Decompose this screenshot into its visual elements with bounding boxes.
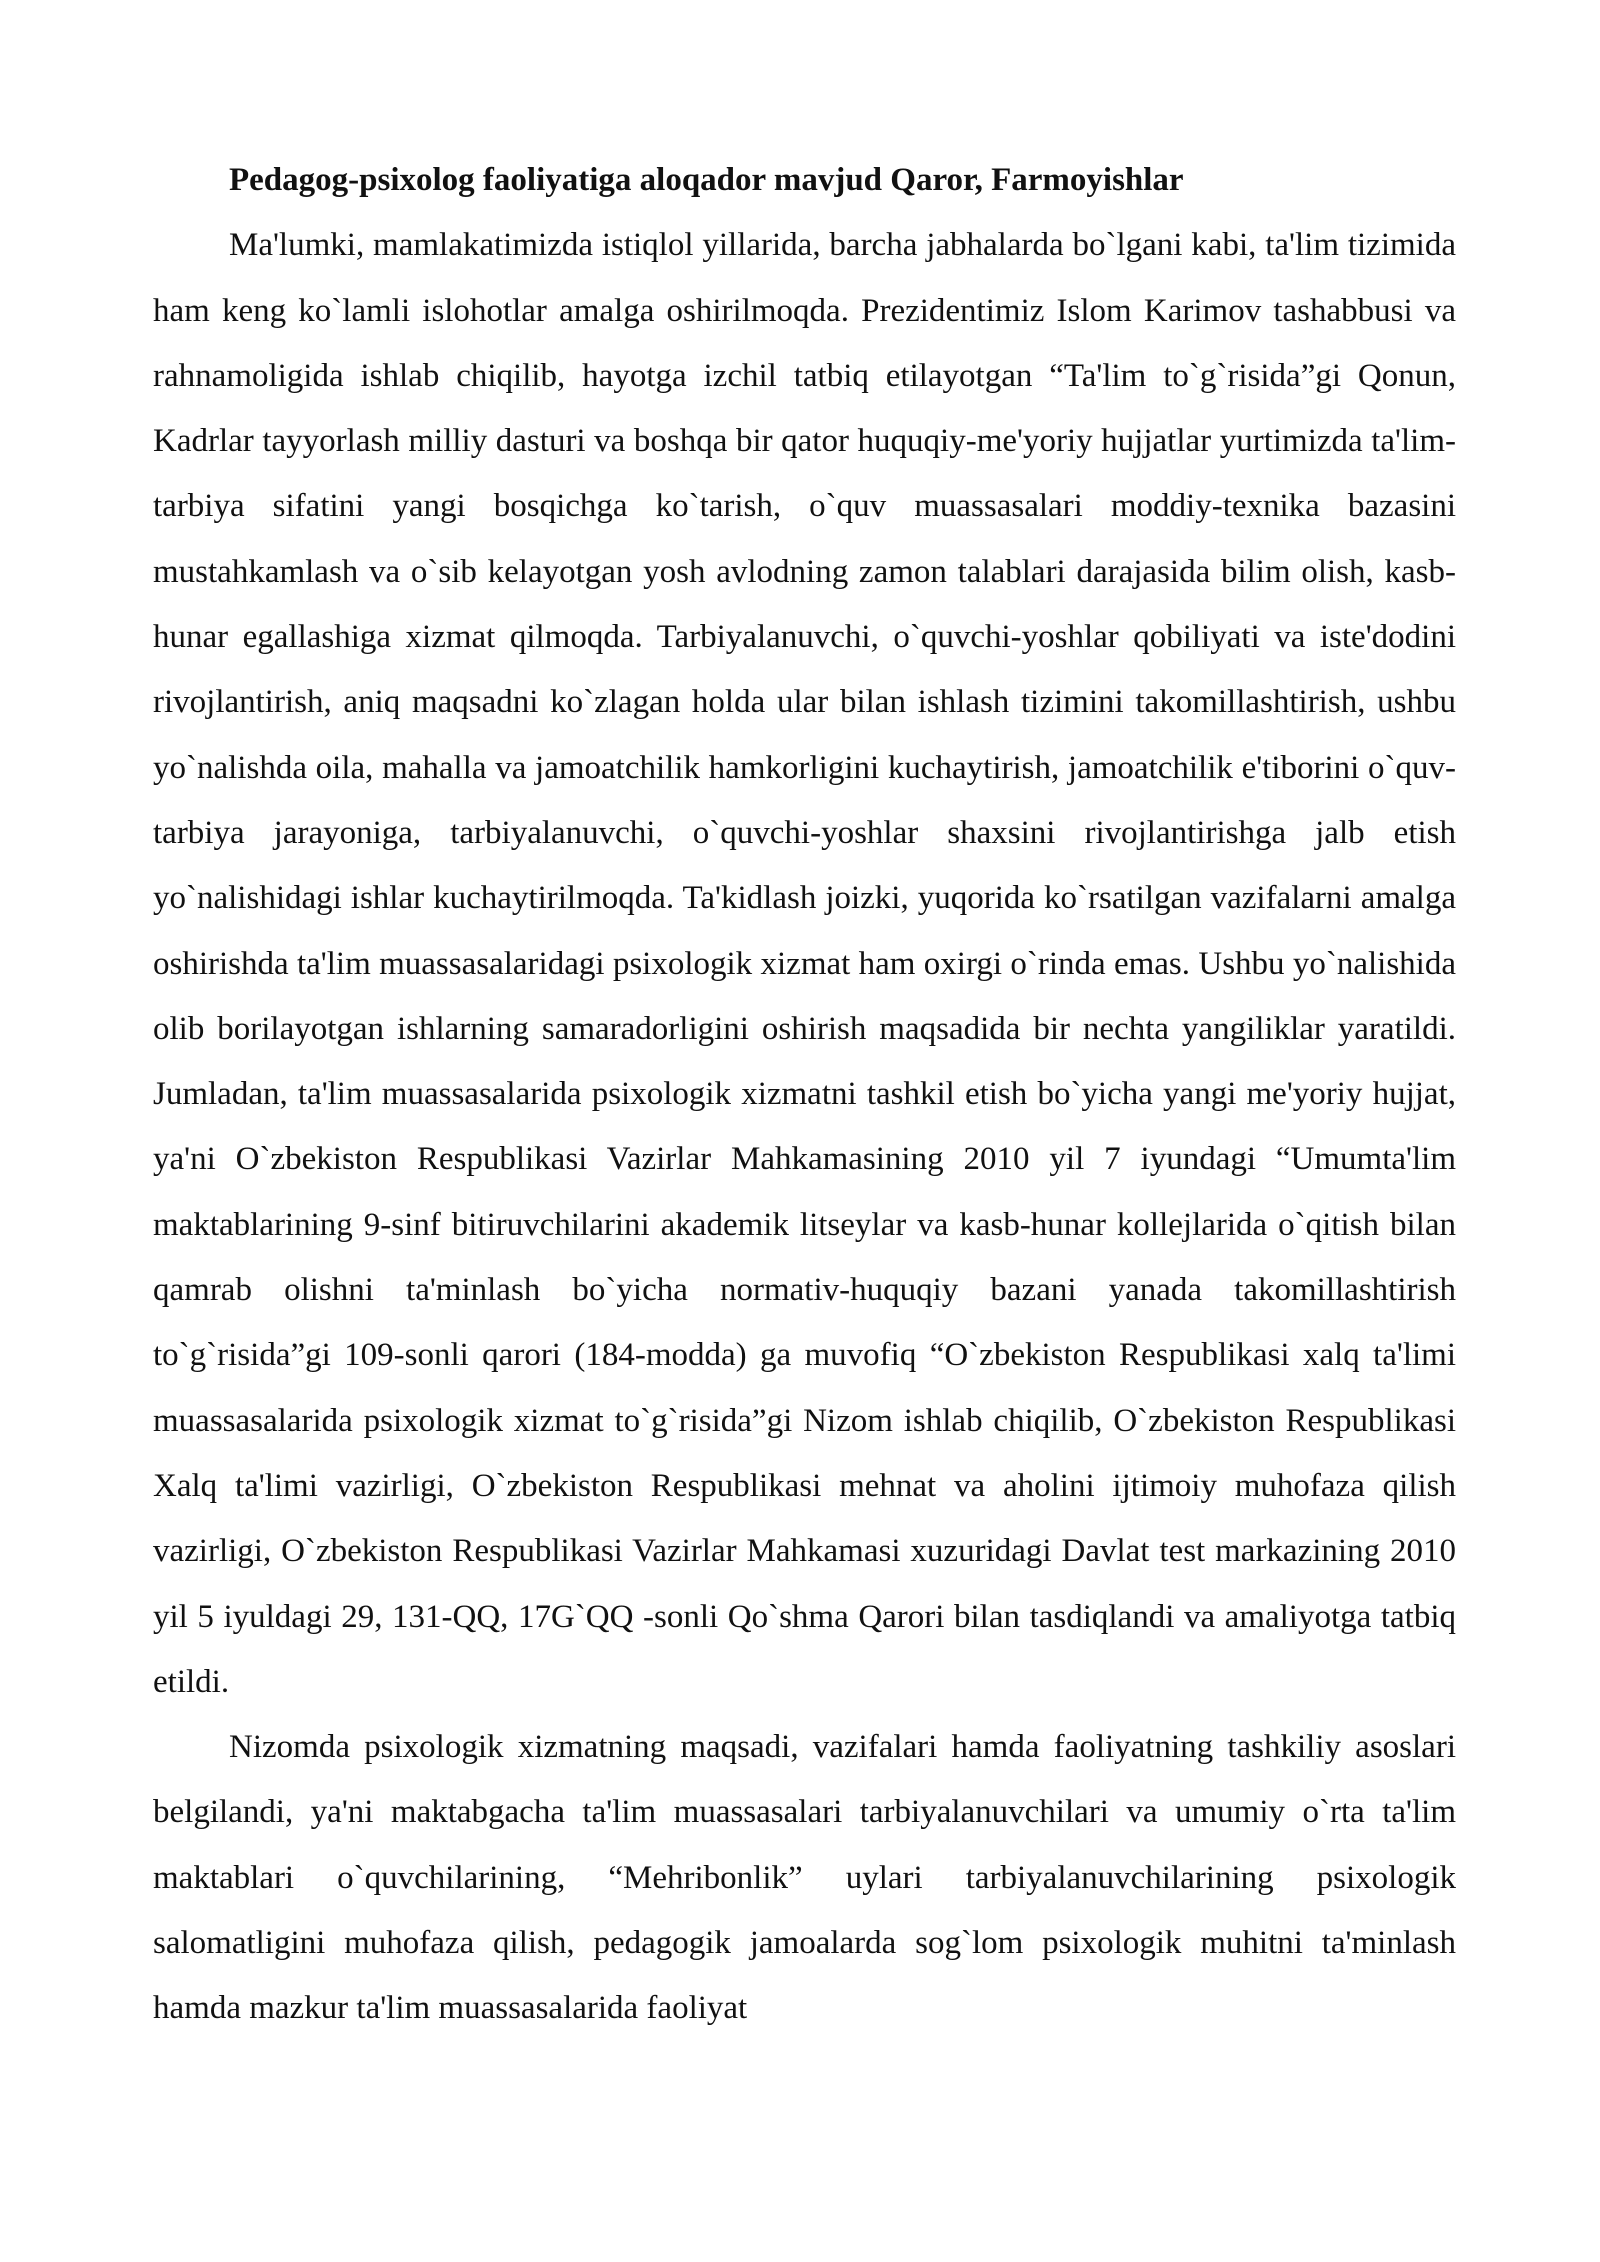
paragraph-1: Ma'lumki, mamlakatimizda istiqlol yillarida, barcha jabhalarda bo`lgani kabi, ta'lim tizimida ham keng ko`lamli islohotlar amalga oshirilmoqda. Prezidentimiz Islom Karimov tashabbusi va rahnamoligida ishlab chiqilib, hayotga izchil tatbiq etilayotgan “Ta'lim to`g`risida”gi Qonun, Kadrlar tayyorlash milliy dasturi va boshqa bir qator huquqiy-me'yoriy hujjatlar yurtimizda ta'lim-tarbiya sifatini yangi bosqichga ko`tarish, o`quv muassasalari moddiy-texnika bazasini mustahkamlash va o`sib kelayotgan yosh avlodning zamon talablari darajasida bilim olish, kasb-hunar egallashiga xizmat qilmoqda. Tarbiyalanuvchi, o`quvchi-yoshlar qobiliyati va iste'dodini rivojlantirish, aniq maqsadni ko`zlagan holda ular bilan ishlash tizimini takomillashtirish, ushbu yo`nalishda oila, mahalla va jamoatchilik hamkorligini kuchaytirish, jamoatchilik e'tiborini o`quv-tarbiya jarayoniga, tarbiyalanuvchi, o`quvchi-yoshlar shaxsini rivojlantirishga jalb etish yo`nalishidagi ishlar kuchaytirilmoqda. Ta'kidlash joizki, yuqorida ko`rsatilgan vazifalarni amalga oshirishda ta'lim muassasalaridagi psixologik xizmat ham oxirgi o`rinda emas. Ushbu yo`nalishida olib borilayotgan ishlarning samaradorligini oshirish maqsadida bir nechta yangiliklar yaratildi. Jumladan, ta'lim muassasalarida psixologik xizmatni tashkil etish bo`yicha yangi me'yoriy hujjat, ya'ni O`zbekiston Respublikasi Vazirlar Mahkamasining 2010 yil 7 iyundagi “Umumta'lim maktablarining 9-sinf bitiruvchilarini akademik litseylar va kasb-hunar kollejlarida o`qitish bilan qamrab olishni ta'minlash bo`yicha normativ-huquqiy bazani yanada takomillashtirish to`g`risida”gi 109-sonli qarori (184-modda) ga muvofiq “O`zbekiston Respublikasi xalq ta'limi muassasalarida psixologik xizmat to`g`risida”gi Nizom ishlab chiqilib, O`zbekiston Respublikasi Xalq ta'limi vazirligi, O`zbekiston Respublikasi mehnat va aholini ijtimoiy muhofaza qilish vazirligi, O`zbekiston Respublikasi Vazirlar Mahkamasi xuzuridagi Davlat test markazining 2010 yil 5 iyuldagi 29, 131-QQ, 17G`QQ -sonli Qo`shma Qarori bilan tasdiqlandi va amaliyotga tatbiq etildi. (153, 227, 1456, 1700)
document-title: Pedagog-psixolog faoliyatiga aloqador mavjud Qaror, Farmoyishlar (229, 162, 1184, 198)
document-page (153, 148, 1456, 2042)
paragraph-2: Nizomda psixologik xizmatning maqsadi, vazifalari hamda faoliyatning tashkiliy asoslari belgilandi, ya'ni maktabgacha ta'lim muassasalari tarbiyalanuvchilari va umumiy o`rta ta'lim maktablari o`quvchilarining, “Mehribonlik” uylari tarbiyalanuvchilarining psixologik salomatligini muhofaza qilish, pedagogik jamoalarda sog`lom psixologik muhitni ta'minlash hamda mazkur ta'lim muassasalarida faoliyat (153, 1729, 1456, 2027)
